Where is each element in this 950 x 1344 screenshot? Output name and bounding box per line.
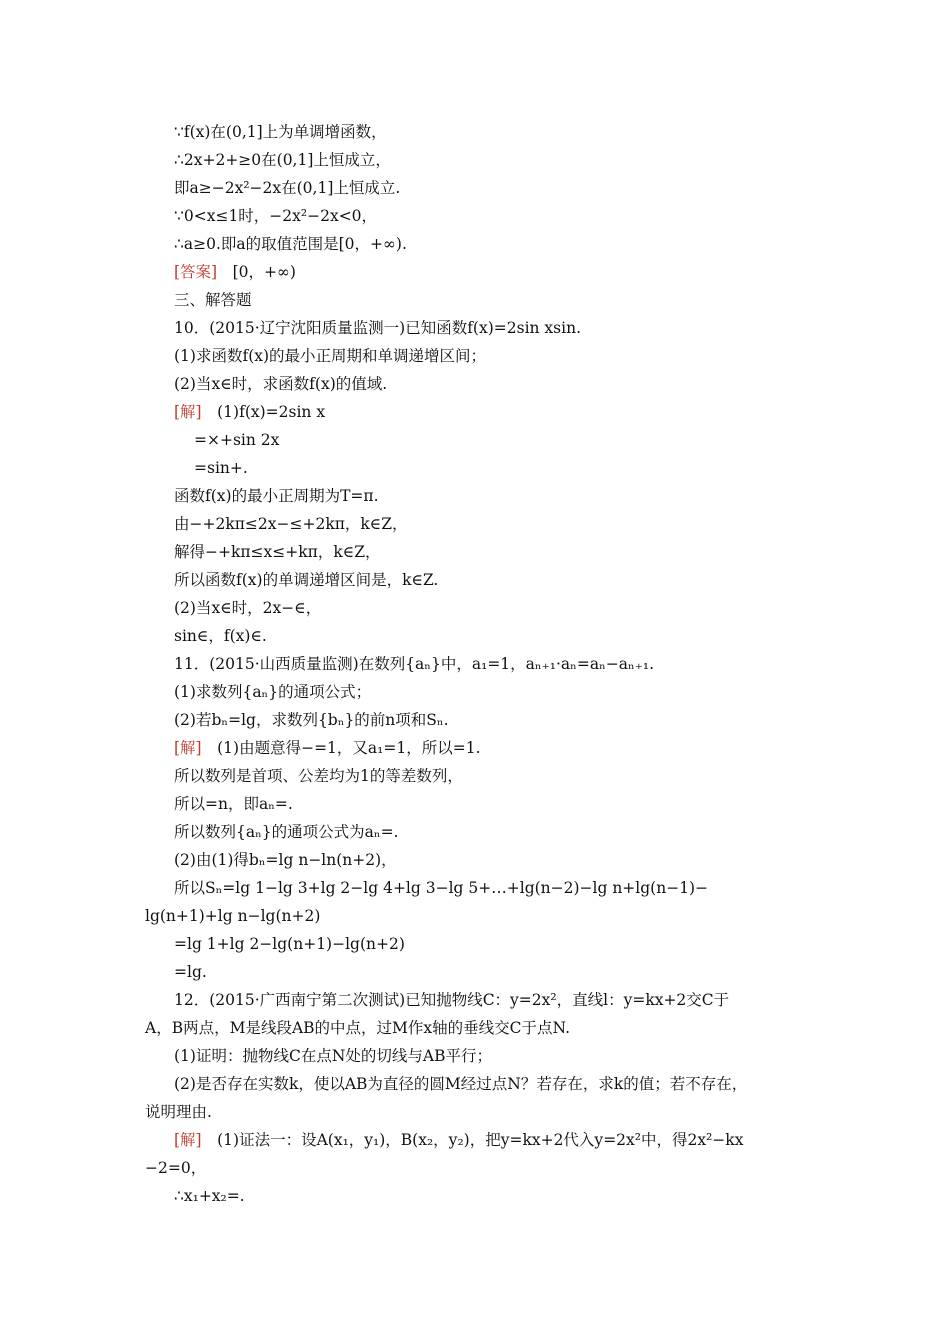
text-line: 说明理由. <box>145 1103 212 1121</box>
text-line: (1)求函数f(x)的最小正周期和单调递增区间； <box>174 347 487 365</box>
text-line: =×+sin 2x <box>194 431 280 449</box>
solution-line <box>174 400 950 424</box>
solution-tag: [解] <box>174 403 202 421</box>
solution-line <box>174 1128 950 1152</box>
problem-11-stem: 11．(2015·山西质量监测)在数列{aₙ}中，a₁=1，aₙ₊₁·aₙ=aₙ−aₙ₊₁. <box>174 655 655 673</box>
text-line: (2)由(1)得bₙ=lg n−ln(n+2)， <box>174 851 397 869</box>
solution-line <box>174 736 950 760</box>
text-line: ∵0<x≤1时，−2x²−2x<0， <box>174 207 378 225</box>
text-line: 所以函数f(x)的单调递增区间是，k∈Z. <box>174 571 439 589</box>
text-line: (2)当x∈时，2x−∈， <box>174 599 322 617</box>
text-line: −2=0， <box>145 1159 207 1177</box>
problem-10-stem: 10．(2015·辽宁沈阳质量监测一)已知函数f(x)=2sin xsin. <box>174 319 581 337</box>
text-line: lg(n+1)+lg n−lg(n+2) <box>145 907 321 925</box>
text-line: 所以数列是首项、公差均为1的等差数列， <box>174 767 463 785</box>
solution-tag: [解] <box>174 739 202 757</box>
text-line: ∵f(x)在(0,1]上为单调增函数， <box>174 123 387 141</box>
text-line: 所以数列{aₙ}的通项公式为aₙ=. <box>174 823 399 841</box>
solution-text: (1)f(x)=2sin x <box>217 403 326 421</box>
text-line: (1)证明：抛物线C在点N处的切线与AB平行； <box>174 1047 492 1065</box>
text-line: sin∈，f(x)∈. <box>174 627 267 645</box>
text-line: 由−+2kπ≤2x−≤+2kπ，k∈Z， <box>174 515 408 533</box>
text-line: 所以=n，即aₙ=. <box>174 795 293 813</box>
text-line: =sin+. <box>194 459 248 477</box>
answer-text: [0，+∞) <box>232 263 296 281</box>
text-line: ∴x₁+x₂=. <box>174 1187 245 1205</box>
answer-tag: [答案] <box>174 263 218 281</box>
answer-line <box>174 260 950 284</box>
text-line: 函数f(x)的最小正周期为T=π. <box>174 487 379 505</box>
text-line: =lg. <box>174 963 207 981</box>
text-line: A，B两点，M是线段AB的中点，过M作x轴的垂线交C于点N. <box>145 1019 571 1037</box>
section-heading: 三、解答题 <box>174 291 252 309</box>
solution-text: (1)由题意得−=1，又a₁=1，所以=1. <box>217 739 481 757</box>
text-line: =lg 1+lg 2−lg(n+1)−lg(n+2) <box>174 935 405 953</box>
solution-text: (1)证法一：设A(x₁，y₁)，B(x₂，y₂)，把y=kx+2代入y=2x²中，得2x²−kx <box>217 1131 744 1149</box>
text-line: (2)当x∈时，求函数f(x)的值域. <box>174 375 388 393</box>
text-line: ∴2x+2+≥0在(0,1]上恒成立， <box>174 151 391 169</box>
text-line: (2)是否存在实数k，使以AB为直径的圆M经过点N？若存在，求k的值；若不存在， <box>174 1075 748 1093</box>
text-line: (1)求数列{aₙ}的通项公式； <box>174 683 372 701</box>
text-line: 所以Sₙ=lg 1−lg 3+lg 2−lg 4+lg 3−lg 5+…+lg(n−2)−lg n+lg(n−1)− <box>174 879 709 897</box>
text-line: (2)若bₙ=lg，求数列{bₙ}的前n项和Sₙ. <box>174 711 449 729</box>
text-line: 解得−+kπ≤x≤+kπ，k∈Z， <box>174 543 381 561</box>
problem-12-stem: 12．(2015·广西南宁第二次测试)已知抛物线C：y=2x²，直线l：y=kx+2交C于 <box>174 991 730 1009</box>
text-line: ∴a≥0.即a的取值范围是[0，+∞). <box>174 235 407 253</box>
text-line: 即a≥−2x²−2x在(0,1]上恒成立. <box>174 179 401 197</box>
solution-tag: [解] <box>174 1131 202 1149</box>
